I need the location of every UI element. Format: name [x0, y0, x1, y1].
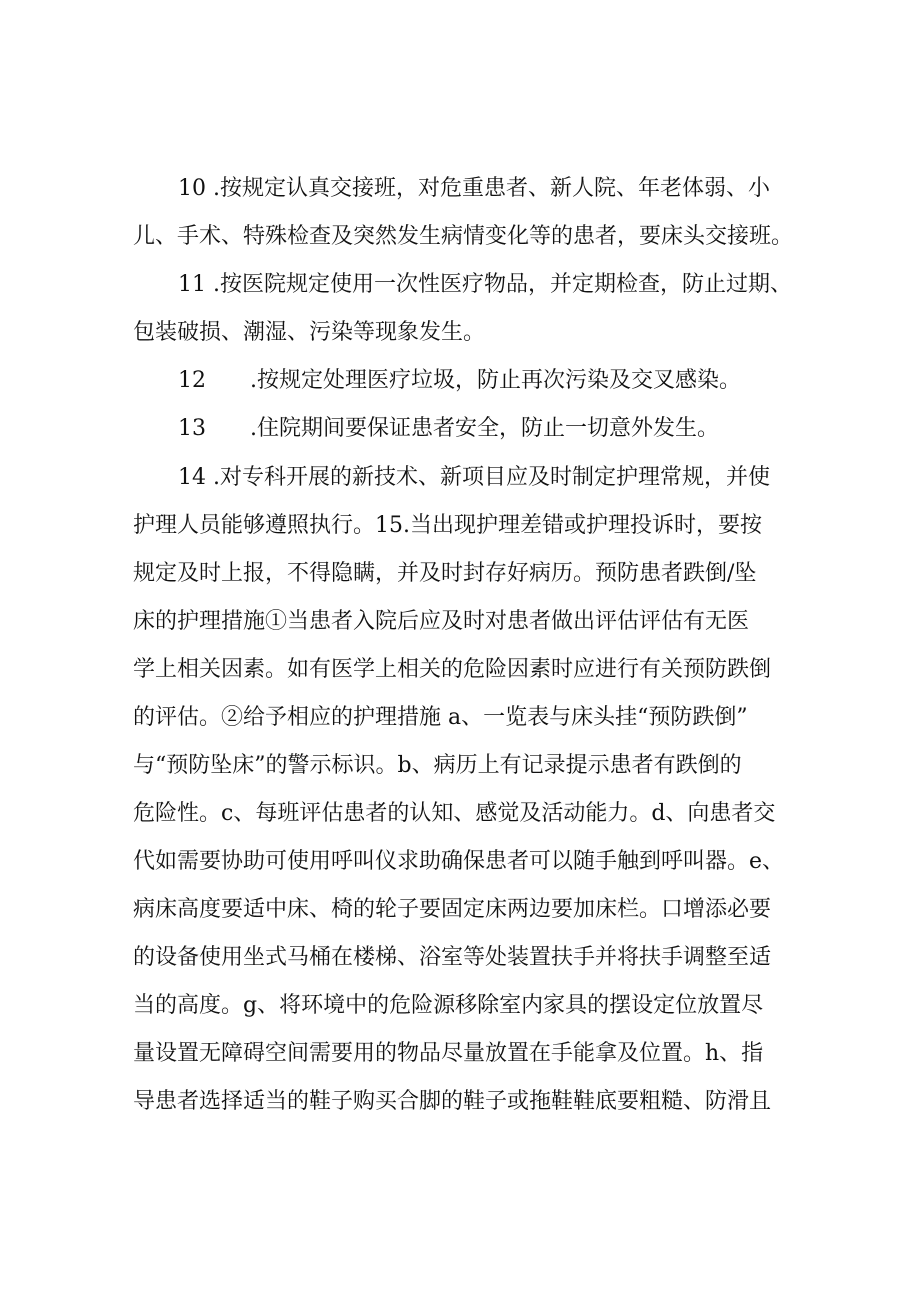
text-line-2: 儿、手术、特殊检查及突然发生病情变化等的患者，要床头交接班。	[133, 224, 794, 249]
text-line-9: 规定及时上报，不得隐瞒，并及时封存好病历。预防患者跌倒/坠	[133, 561, 757, 586]
text-line-7: 14 .对专科开展的新技术、新项目应及时制定护理常规，并使	[178, 465, 770, 490]
text-line-20: 导患者选择适当的鞋子购买合脚的鞋子或拖鞋鞋底要粗糙、防滑且	[133, 1089, 772, 1114]
text-line-5: 12 .按规定处理医疗垃圾，防止再次污染及交叉感染。	[178, 368, 741, 393]
text-line-3: 11 .按医院规定使用一次性医疗物品，并定期检查，防止过期、	[178, 272, 792, 297]
text-line-16: 病床高度要适中床、椅的轮子要固定床两边要加床栏。口增添必要	[133, 897, 772, 922]
text-line-19: 量设置无障碍空间需要用的物品尽量放置在手能拿及位置。h、指	[133, 1041, 764, 1066]
text-line-8: 护理人员能够遵照执行。15.当出现护理差错或护理投诉时，要按	[133, 513, 762, 538]
text-line-4: 包装破损、潮湿、污染等现象发生。	[133, 320, 486, 345]
text-line-12: 的评估。②给予相应的护理措施 a、一览表与床头挂“预防跌倒”	[133, 705, 748, 730]
text-line-15: 代如需要协助可使用呼叫仪求助确保患者可以随手触到呼叫器。e、	[133, 849, 785, 874]
text-line-6: 13 .住院期间要保证患者安全，防止一切意外发生。	[178, 416, 719, 441]
text-line-11: 学上相关因素。如有医学上相关的危险因素时应进行有关预防跌倒	[133, 657, 772, 682]
text-line-14: 危险性。c、每班评估患者的认知、感觉及活动能力。d、向患者交	[133, 801, 776, 826]
text-line-1: 10 .按规定认真交接班，对危重患者、新人院、年老体弱、小	[178, 176, 770, 201]
text-line-10: 床的护理措施①当患者入院后应及时对患者做出评估评估有无医	[133, 609, 750, 634]
text-line-13: 与“预防坠床”的警示标识。b、病历上有记录提示患者有跌倒的	[133, 753, 742, 778]
text-line-17: 的设备使用坐式马桶在楼梯、浴室等处装置扶手并将扶手调整至适	[133, 945, 772, 970]
text-line-18: 当的高度。g、将环境中的危险源移除室内家具的摆设定位放置尽	[133, 993, 764, 1018]
